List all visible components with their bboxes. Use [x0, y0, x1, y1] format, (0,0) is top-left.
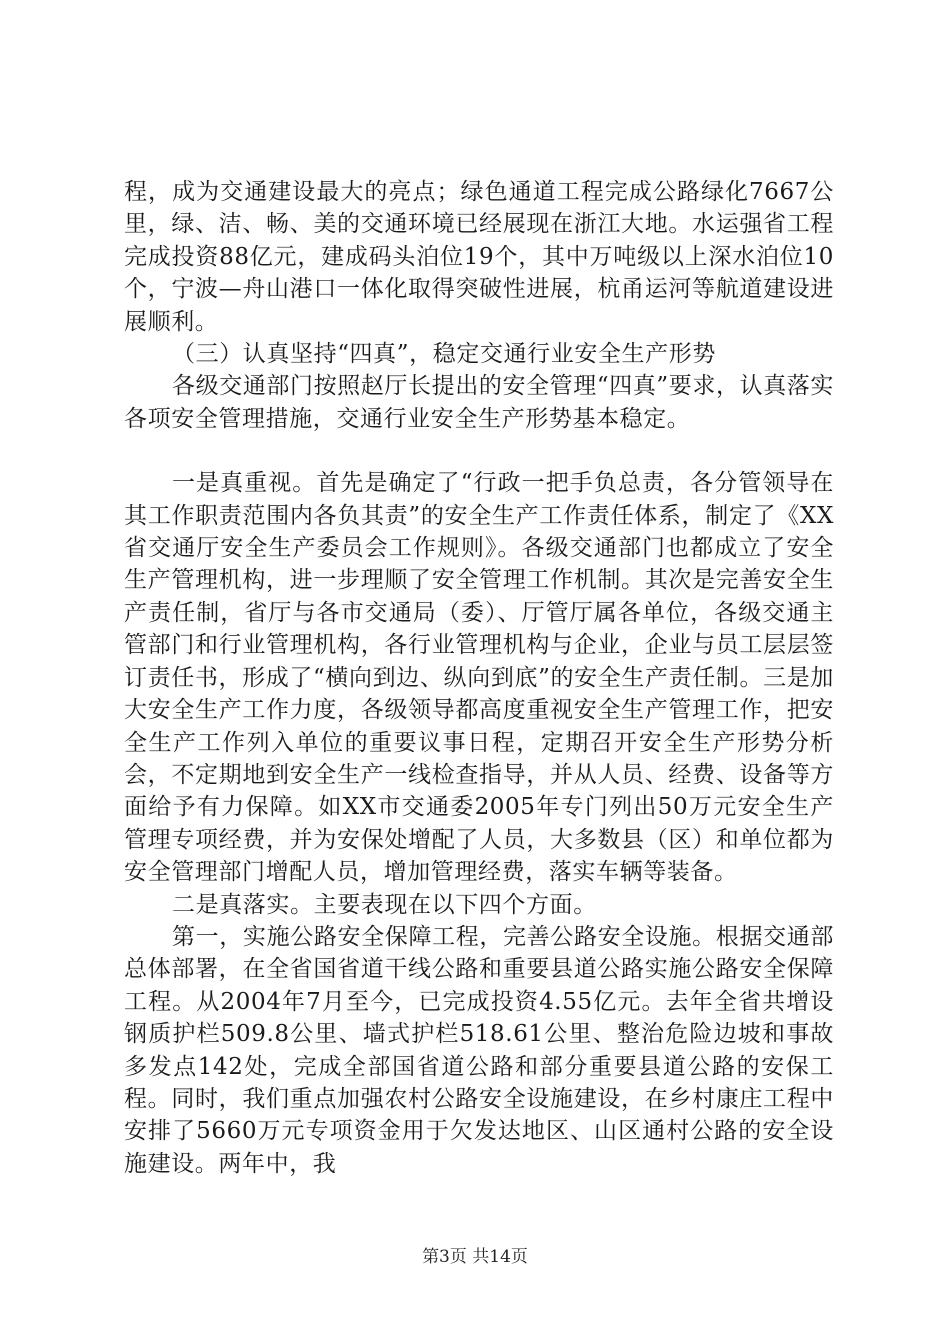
page-number-footer: 第3页 共14页	[422, 1247, 528, 1267]
paragraph-continued: 程，成为交通建设最大的亮点；绿色通道工程完成公路绿化7667公里，绿、洁、畅、美的交通环境已经展现在浙江大地。水运强省工程完成投资88亿元，建成码头泊位19个，其中万吨级以上深水泊位10个，宁波—舟山港口一体化取得突破性进展，杭甬运河等航道建设进展顺利。	[124, 179, 834, 335]
document-body	[124, 176, 834, 1180]
paragraph-first-point: 一是真重视。首先是确定了“行政一把手负总责，各分管领导在其工作职责范围内各负其责”的安全生产工作责任体系，制定了《XX省交通厅安全生产委员会工作规则》。各级交通部门也都成立了安全生产管理机构，进一步理顺了安全管理工作机制。其次是完善安全生产责任制，省厅与各市交通局（委）、厅管厅属各单位，各级交通主管部门和行业管理机构，各行业管理机构与企业，企业与员工层层签订责任书，形成了“横向到边、纵向到底”的安全生产责任制。三是加大安全生产工作力度，各级领导都高度重视安全生产管理工作，把安全生产工作列入单位的重要议事日程，定期召开安全生产形势分析会，不定期地到安全生产一线检查指导，并从人员、经费、设备等方面给予有力保障。如XX市交通委2005年专门列出50万元安全生产管理专项经费，并为安保处增配了人员，大多数县（区）和单位都为安全管理部门增配人员，增加管理经费，落实车辆等装备。	[124, 470, 834, 886]
paragraph-second-point: 二是真落实。主要表现在以下四个方面。	[172, 891, 597, 918]
paragraph-gap	[124, 435, 834, 467]
paragraph-intro: 各级交通部门按照赵厅长提出的安全管理“四真”要求，认真落实各项安全管理措施，交通行业安全生产形势基本稳定。	[124, 373, 834, 432]
section-heading: （三）认真坚持“四真”，稳定交通行业安全生产形势	[172, 341, 716, 368]
paragraph-first-item: 第一，实施公路安全保障工程，完善公路安全设施。根据交通部总体部署，在全省国省道干线公路和重要县道公路实施公路安全保障工程。从2004年7月至今，已完成投资4.55亿元。去年全省共增设钢质护栏509.8公里、墙式护栏518.61公里、整治危险边坡和事故多发点142处，完成全部国省道公路和部分重要县道公路的安保工程。同时，我们重点加强农村公路安全设施建设，在乡村康庄工程中安排了5660万元专项资金用于欠发达地区、山区通村公路的安全设施建设。两年中，我	[124, 923, 834, 1177]
